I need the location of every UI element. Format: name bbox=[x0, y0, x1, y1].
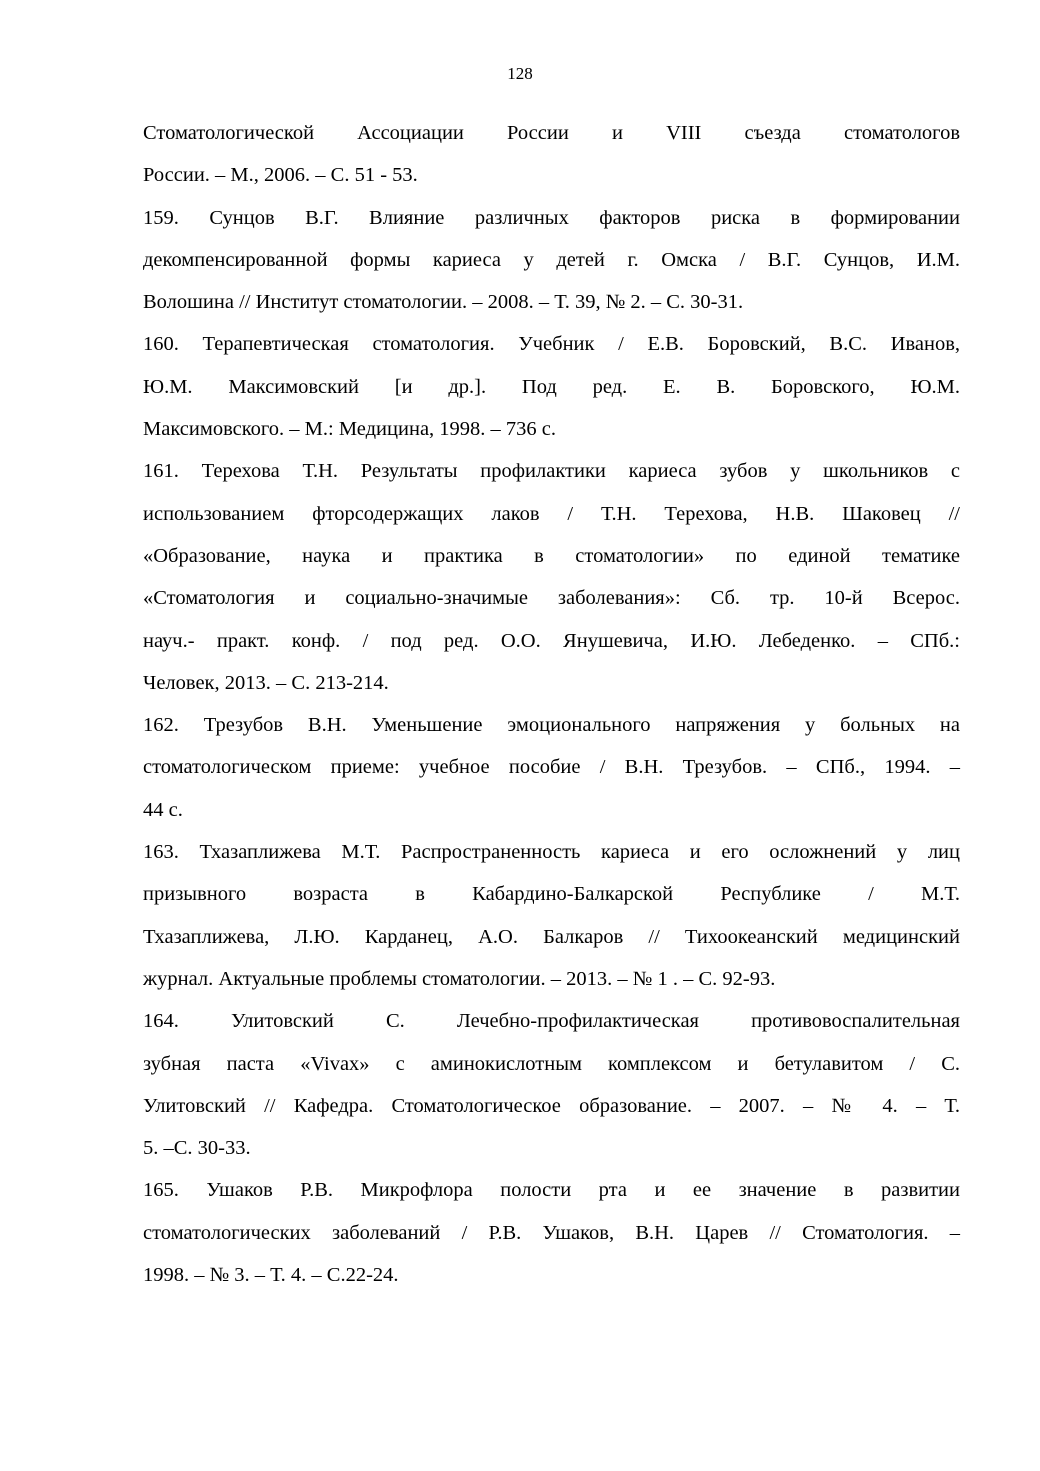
text-line: 5. –С. 30-33. bbox=[143, 1137, 251, 1160]
text-line: декомпенсированной формы кариеса у детей г. Омска / В.Г. Сунцов, И.М. bbox=[143, 248, 960, 271]
reference-entry-160 bbox=[143, 323, 960, 450]
text-line: 44 с. bbox=[143, 798, 183, 821]
reference-entry-159 bbox=[143, 197, 960, 324]
text-line: зубная паста «Vivax» с аминокислотным комплексом и бетулавитом / С. bbox=[143, 1052, 960, 1075]
text-line: 163. Тхазаплижева М.Т. Распространенность кариеса и его осложнений у лиц bbox=[143, 841, 960, 864]
text-line: 1998. – № 3. – Т. 4. – С.22-24. bbox=[143, 1264, 399, 1287]
text-line: Человек, 2013. – С. 213-214. bbox=[143, 671, 389, 694]
text-line: 162. Трезубов В.Н. Уменьшение эмоционального напряжения у больных на bbox=[143, 714, 960, 737]
text-line: 160. Терапевтическая стоматология. Учебник / Е.В. Боровский, В.С. Иванов, bbox=[143, 333, 960, 356]
reference-entry-165 bbox=[143, 1169, 960, 1296]
text-line: Ю.М. Максимовский [и др.]. Под ред. Е. В. Боровского, Ю.М. bbox=[143, 375, 960, 398]
text-line: Стоматологической Ассоциации России и VIII съезда стоматологов bbox=[143, 122, 960, 144]
reference-entry-161 bbox=[143, 450, 960, 704]
text-line: 164. Улитовский С. Лечебно-профилактическая противовоспалительная bbox=[143, 1010, 960, 1033]
reference-entry-162 bbox=[143, 704, 960, 831]
text-line: «Стоматология и социально-значимые заболевания»: Сб. тр. 10-й Всерос. bbox=[143, 587, 960, 610]
text-line: России. – М., 2006. – С. 51 - 53. bbox=[143, 164, 418, 187]
text-line: журнал. Актуальные проблемы стоматологии. – 2013. – № 1 . – С. 92-93. bbox=[143, 967, 776, 990]
text-line: 165. Ушаков Р.В. Микрофлора полости рта и ее значение в развитии bbox=[143, 1179, 960, 1202]
text-line: использованием фторсодержащих лаков / Т.Н. Терехова, Н.В. Шаковец // bbox=[143, 502, 960, 525]
text-line: 159. Сунцов В.Г. Влияние различных факторов риска в формировании bbox=[143, 206, 960, 229]
text-line: науч.- практ. конф. / под ред. О.О. Янушевича, И.Ю. Лебеденко. – СПб.: bbox=[143, 629, 960, 652]
text-line: призывного возраста в Кабардино-Балкарской Республике / М.Т. bbox=[143, 883, 960, 906]
text-line: Улитовский // Кафедра. Стоматологическое образование. – 2007. – № 4. – Т. bbox=[143, 1094, 960, 1117]
text-line: «Образование, наука и практика в стоматологии» по единой тематике bbox=[143, 544, 960, 567]
text-line: Тхазаплижева, Л.Ю. Карданец, А.О. Балкаров // Тихоокеанский медицинский bbox=[143, 925, 960, 948]
text-line: Волошина // Институт стоматологии. – 2008. – Т. 39, № 2. – С. 30-31. bbox=[143, 291, 744, 314]
text-line: стоматологических заболеваний / Р.В. Ушаков, В.Н. Царев // Стоматология. – bbox=[143, 1221, 960, 1244]
text-line: стоматологическом приеме: учебное пособие / В.Н. Трезубов. – СПб., 1994. – bbox=[143, 756, 960, 779]
reference-entry-continuation bbox=[143, 112, 960, 197]
reference-entry-164 bbox=[143, 1000, 960, 1169]
text-line: Максимовского. – М.: Медицина, 1998. – 736 с. bbox=[143, 418, 557, 441]
text-line: 161. Терехова Т.Н. Результаты профилактики кариеса зубов у школьников с bbox=[143, 460, 960, 483]
page-number: 128 bbox=[507, 64, 533, 83]
reference-entry-163 bbox=[143, 831, 960, 1000]
reference-list bbox=[143, 112, 960, 1296]
